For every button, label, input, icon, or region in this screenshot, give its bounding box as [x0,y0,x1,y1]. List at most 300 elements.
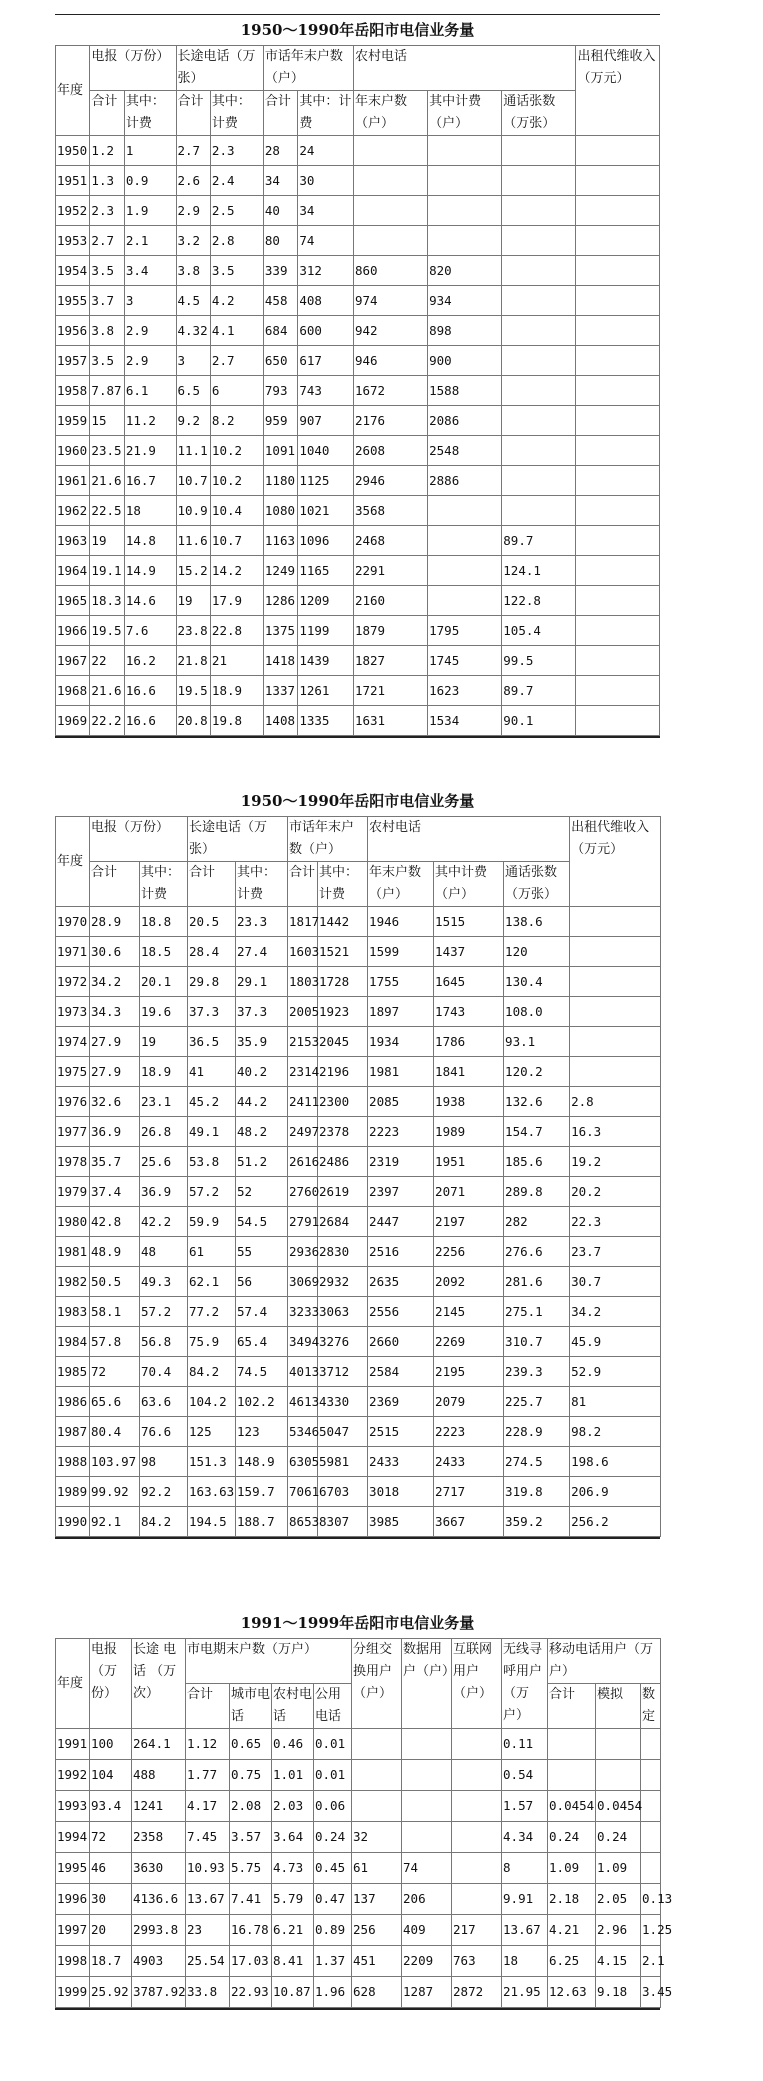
table-row [56,1387,661,1417]
header-of-which: 其中：计费 [124,91,176,136]
table-cell: 1.25 [641,1915,661,1946]
table-cell: 99.5 [502,646,576,676]
table-cell: 1096 [298,526,354,556]
header-rural-households: 年末户数（户） [353,91,427,136]
year-cell: 1988 [56,1447,90,1477]
table-row [56,1884,661,1915]
table-cell: 1989 [434,1117,504,1147]
table-cell: 339 [263,256,297,286]
table-cell: 2433 [434,1447,504,1477]
table-cell: 70.4 [140,1357,188,1387]
table-cell: 10.2 [210,436,263,466]
table-cell: 2.9 [124,346,176,376]
table-cell: 18.9 [140,1057,188,1087]
table-cell: 1.2 [90,136,124,166]
table-cell: 1897 [368,997,434,1027]
table-cell: 74 [298,226,354,256]
header-telegram: 电报 （万份） [90,1639,132,1729]
table-cell: 34 [263,166,297,196]
table-cell: 16.6 [124,706,176,736]
table-cell: 1879 [353,616,427,646]
table-cell [353,136,427,166]
table-cell: 3276 [318,1327,368,1357]
table-cell: 29.8 [188,967,236,997]
table-cell: 2993.8 [132,1915,186,1946]
table-cell: 0.45 [314,1853,352,1884]
table-cell [402,1822,452,1853]
year-cell: 1985 [56,1357,90,1387]
year-cell: 1996 [56,1884,90,1915]
table-cell: 36.9 [140,1177,188,1207]
table-cell: 10.4 [210,496,263,526]
table-cell: 18.5 [140,937,188,967]
table-row [56,1177,661,1207]
table-cell: 14.2 [210,556,263,586]
table-cell: 148.9 [236,1447,288,1477]
table-cell: 23.3 [236,907,288,937]
table-row [56,256,660,286]
table-cell: 1755 [368,967,434,997]
table-cell [570,907,661,937]
table-cell: 98.2 [570,1417,661,1447]
table-cell: 0.06 [314,1791,352,1822]
table-cell: 102.2 [236,1387,288,1417]
table-cell: 4.15 [596,1946,641,1977]
table-cell: 80.4 [90,1417,140,1447]
table-cell: 2358 [132,1822,186,1853]
year-cell: 1951 [56,166,90,196]
table-cell: 6.5 [176,376,210,406]
table-cell: 2619 [318,1177,368,1207]
table-cell: 10.7 [176,466,210,496]
table-cell: 5.79 [272,1884,314,1915]
table-cell [502,166,576,196]
table-cell [576,586,660,616]
year-cell: 1980 [56,1207,90,1237]
table-cell: 1786 [434,1027,504,1057]
table-cell: 458 [263,286,297,316]
table-cell [428,496,502,526]
table-cell: 74 [402,1853,452,1884]
header-rural-calls: 通话张数（万张） [504,862,570,907]
table-cell: 1934 [368,1027,434,1057]
table-row [56,346,660,376]
table-cell: 49.1 [188,1117,236,1147]
table-cell: 13.67 [502,1915,548,1946]
table-cell: 1241 [132,1791,186,1822]
table-cell: 18.3 [90,586,124,616]
table-cell [576,496,660,526]
table-cell: 1199 [298,616,354,646]
table-cell: 1.12 [186,1729,230,1760]
table-cell: 6 [210,376,263,406]
table-cell: 1163 [263,526,297,556]
header-data: 数据用户（户） [402,1639,452,1729]
table-cell: 124.1 [502,556,576,586]
table-cell: 2.3 [90,196,124,226]
table-cell: 151.3 [188,1447,236,1477]
table-cell: 2.1 [124,226,176,256]
table-cell: 2886 [428,466,502,496]
table-cell: 239.3 [504,1357,570,1387]
table-cell: 4.21 [548,1915,596,1946]
table-cell: 123 [236,1417,288,1447]
table-cell: 1021 [298,496,354,526]
table-cell: 2378 [318,1117,368,1147]
table-cell: 72 [90,1822,132,1853]
table-cell: 159.7 [236,1477,288,1507]
table-cell: 0.01 [314,1760,352,1791]
table-cell: 2369 [368,1387,434,1417]
table-cell: 2660 [368,1327,434,1357]
table-cell: 30 [90,1884,132,1915]
table-cell: 1337 [263,676,297,706]
header-of-which: 其中：计费 [140,862,188,907]
table-cell: 256.2 [570,1507,661,1537]
header-paging: 无线寻 呼用户 （万户） [502,1639,548,1729]
header-total: 合计 [176,91,210,136]
year-cell: 1981 [56,1237,90,1267]
header-total: 合计 [288,862,318,907]
year-cell: 1950 [56,136,90,166]
table-cell: 16.78 [230,1915,272,1946]
table-cell: 1249 [263,556,297,586]
table-cell: 2223 [434,1417,504,1447]
table-cell [576,706,660,736]
table-cell: 276.6 [504,1237,570,1267]
table-cell [428,136,502,166]
table-cell: 2433 [368,1447,434,1477]
table-row [56,1477,661,1507]
table-cell: 2269 [434,1327,504,1357]
table-cell: 2.5 [210,196,263,226]
table-cell: 33.8 [186,1977,230,2008]
table-cell: 23.7 [570,1237,661,1267]
table-row [56,406,660,436]
header-rental: 出租代维收入 （万元） [570,817,661,907]
table-cell: 14.8 [124,526,176,556]
table-title: 1950～1990年岳阳市电信业务量 [240,21,475,39]
table-row [56,1237,661,1267]
table-cell: 21.8 [176,646,210,676]
header-rural-billed: 其中计费（户） [428,91,502,136]
year-cell: 1968 [56,676,90,706]
table-cell: 10.93 [186,1853,230,1884]
table-cell: 21.6 [90,676,124,706]
table-cell: 61 [188,1237,236,1267]
table-cell: 27.9 [90,1027,140,1057]
table-cell: 0.75 [230,1760,272,1791]
table-cell: 1040 [298,436,354,466]
table-cell: 108.0 [504,997,570,1027]
table-cell: 16.3 [570,1117,661,1147]
data-table [55,816,661,1537]
table-cell [402,1760,452,1791]
table-cell [452,1884,502,1915]
table-cell: 17.03 [230,1946,272,1977]
table-cell: 1287 [402,1977,452,2008]
table-cell: 11.2 [124,406,176,436]
table-row [56,1297,661,1327]
table-row [56,1729,661,1760]
table-cell: 1645 [434,967,504,997]
table-cell: 2.3 [210,136,263,166]
table-cell: 13.67 [186,1884,230,1915]
table-cell: 125 [188,1417,236,1447]
table-row [56,646,660,676]
header-year: 年度 [56,1639,90,1729]
table-cell: 21.9 [124,436,176,466]
table-cell [502,406,576,436]
table-cell: 7.41 [230,1884,272,1915]
table-cell [570,997,661,1027]
table-cell: 59.9 [188,1207,236,1237]
table-row [56,1327,661,1357]
table-cell: 185.6 [504,1147,570,1177]
table-title: 1991～1999年岳阳市电信业务量 [240,1614,475,1632]
table-cell: 5.75 [230,1853,272,1884]
table-cell [576,376,660,406]
table-cell: 1599 [368,937,434,967]
table-cell: 900 [428,346,502,376]
table-row [56,1207,661,1237]
table-cell [353,196,427,226]
table-cell: 132.6 [504,1087,570,1117]
table-cell: 1335 [298,706,354,736]
table-cell: 1.3 [90,166,124,196]
table-cell: 81 [570,1387,661,1417]
table-cell: 37.3 [236,997,288,1027]
table-cell: 1.96 [314,1977,352,2008]
table-cell: 4013 [288,1357,318,1387]
year-cell: 1969 [56,706,90,736]
table-cell: 2.03 [272,1791,314,1822]
table-cell: 163.63 [188,1477,236,1507]
table-cell: 1534 [428,706,502,736]
table-row [56,1447,661,1477]
header-rural: 农村电话 [272,1684,314,1729]
table-cell: 6305 [288,1447,318,1477]
table-cell: 3568 [353,496,427,526]
year-cell: 1994 [56,1822,90,1853]
table-cell: 22 [90,646,124,676]
section-1950-1969 [55,14,660,738]
table-cell: 34 [298,196,354,226]
data-table [55,1638,673,2008]
table-cell: 1442 [318,907,368,937]
table-cell: 1521 [318,937,368,967]
header-rural-billed: 其中计费（户） [434,862,504,907]
year-cell: 1970 [56,907,90,937]
table-cell [576,526,660,556]
table-cell: 1981 [368,1057,434,1087]
year-cell: 1984 [56,1327,90,1357]
table-cell: 11.1 [176,436,210,466]
table-cell [641,1822,661,1853]
data-table [55,45,660,736]
table-cell: 3667 [434,1507,504,1537]
table-cell: 32.6 [90,1087,140,1117]
table-cell: 217 [452,1915,502,1946]
table-cell: 22.93 [230,1977,272,2008]
table-cell [576,226,660,256]
table-cell: 0.01 [314,1729,352,1760]
table-row [56,496,660,526]
table-cell: 41 [188,1057,236,1087]
table-cell [428,526,502,556]
table-cell [502,496,576,526]
table-cell: 27.4 [236,937,288,967]
table-cell: 3063 [318,1297,368,1327]
header-telegram: 电报（万份） [90,46,176,91]
table-cell: 451 [352,1946,402,1977]
table-row [56,1760,661,1791]
table-cell: 1375 [263,616,297,646]
table-cell: 5981 [318,1447,368,1477]
table-cell: 600 [298,316,354,346]
table-cell: 93.4 [90,1791,132,1822]
table-cell: 1588 [428,376,502,406]
table-cell [596,1729,641,1760]
table-cell [576,646,660,676]
table-cell: 1743 [434,997,504,1027]
year-cell: 1962 [56,496,90,526]
table-cell: 409 [402,1915,452,1946]
table-title: 1950～1990年岳阳市电信业务量 [240,792,475,810]
table-cell [502,136,576,166]
table-cell: 36.5 [188,1027,236,1057]
table-cell [576,166,660,196]
table-cell: 4903 [132,1946,186,1977]
header-analog: 模拟 [596,1684,641,1729]
table-cell: 282 [504,1207,570,1237]
table-cell: 30.7 [570,1267,661,1297]
table-row [56,907,661,937]
table-cell: 23.5 [90,436,124,466]
table-cell [576,346,660,376]
table-cell: 3.5 [210,256,263,286]
table-cell: 274.5 [504,1447,570,1477]
table-cell: 20.8 [176,706,210,736]
table-row [56,1507,661,1537]
table-cell: 12.63 [548,1977,596,2008]
table-cell: 89.7 [502,676,576,706]
table-cell: 1418 [263,646,297,676]
table-cell: 44.2 [236,1087,288,1117]
table-cell: 5346 [288,1417,318,1447]
year-cell: 1955 [56,286,90,316]
year-cell: 1976 [56,1087,90,1117]
table-cell: 16.7 [124,466,176,496]
table-cell: 946 [353,346,427,376]
table-row [56,1027,661,1057]
table-cell [502,196,576,226]
table-cell: 65.4 [236,1327,288,1357]
table-cell: 84.2 [140,1507,188,1537]
table-cell: 45.2 [188,1087,236,1117]
table-cell: 19.2 [570,1147,661,1177]
table-cell: 6703 [318,1477,368,1507]
table-cell: 57.2 [188,1177,236,1207]
year-cell: 1998 [56,1946,90,1977]
table-cell: 20.1 [140,967,188,997]
table-cell: 21.95 [502,1977,548,2008]
table-cell: 98 [140,1447,188,1477]
table-cell: 18.7 [90,1946,132,1977]
table-cell: 2684 [318,1207,368,1237]
table-cell: 9.18 [596,1977,641,2008]
header-digital: 数定 [641,1684,661,1729]
table-cell: 100 [90,1729,132,1760]
table-cell: 934 [428,286,502,316]
table-cell: 2.9 [176,196,210,226]
table-row [56,616,660,646]
table-cell: 793 [263,376,297,406]
table-row [56,436,660,466]
table-cell: 281.6 [504,1267,570,1297]
table-cell: 2397 [368,1177,434,1207]
table-cell: 2300 [318,1087,368,1117]
table-cell: 3.45 [641,1977,661,2008]
table-cell: 3.8 [90,316,124,346]
table-cell: 6.21 [272,1915,314,1946]
table-cell: 4136.6 [132,1884,186,1915]
table-cell: 138.6 [504,907,570,937]
table-cell: 8653 [288,1507,318,1537]
table-cell: 3 [124,286,176,316]
table-cell [353,166,427,196]
year-cell: 1986 [56,1387,90,1417]
table-row [56,466,660,496]
table-cell: 359.2 [504,1507,570,1537]
header-mobile: 移动电话用户（万户） [548,1639,661,1684]
table-body [56,1729,673,2008]
table-cell: 21.6 [90,466,124,496]
table-row [56,1057,661,1087]
table-cell: 1938 [434,1087,504,1117]
table-cell [641,1853,661,1884]
table-cell: 2584 [368,1357,434,1387]
table-cell: 3.2 [176,226,210,256]
table-cell [428,166,502,196]
table-row [56,586,660,616]
table-cell: 2872 [452,1977,502,2008]
table-cell: 3.8 [176,256,210,286]
table-cell: 898 [428,316,502,346]
table-row [56,1946,661,1977]
table-row [56,1417,661,1447]
table-cell: 1209 [298,586,354,616]
table-cell: 11.6 [176,526,210,556]
table-cell: 0.54 [502,1760,548,1791]
table-cell: 55 [236,1237,288,1267]
table-cell [576,286,660,316]
table-cell: 2319 [368,1147,434,1177]
year-cell: 1982 [56,1267,90,1297]
table-cell: 1.01 [272,1760,314,1791]
table-cell: 1721 [353,676,427,706]
table-cell: 2223 [368,1117,434,1147]
year-cell: 1957 [56,346,90,376]
table-cell: 3985 [368,1507,434,1537]
table-cell: 7.45 [186,1822,230,1853]
table-cell: 72 [90,1357,140,1387]
table-cell [548,1760,596,1791]
table-cell: 188.7 [236,1507,288,1537]
table-row [56,136,660,166]
table-cell: 19.6 [140,997,188,1027]
table-cell: 48.9 [90,1237,140,1267]
